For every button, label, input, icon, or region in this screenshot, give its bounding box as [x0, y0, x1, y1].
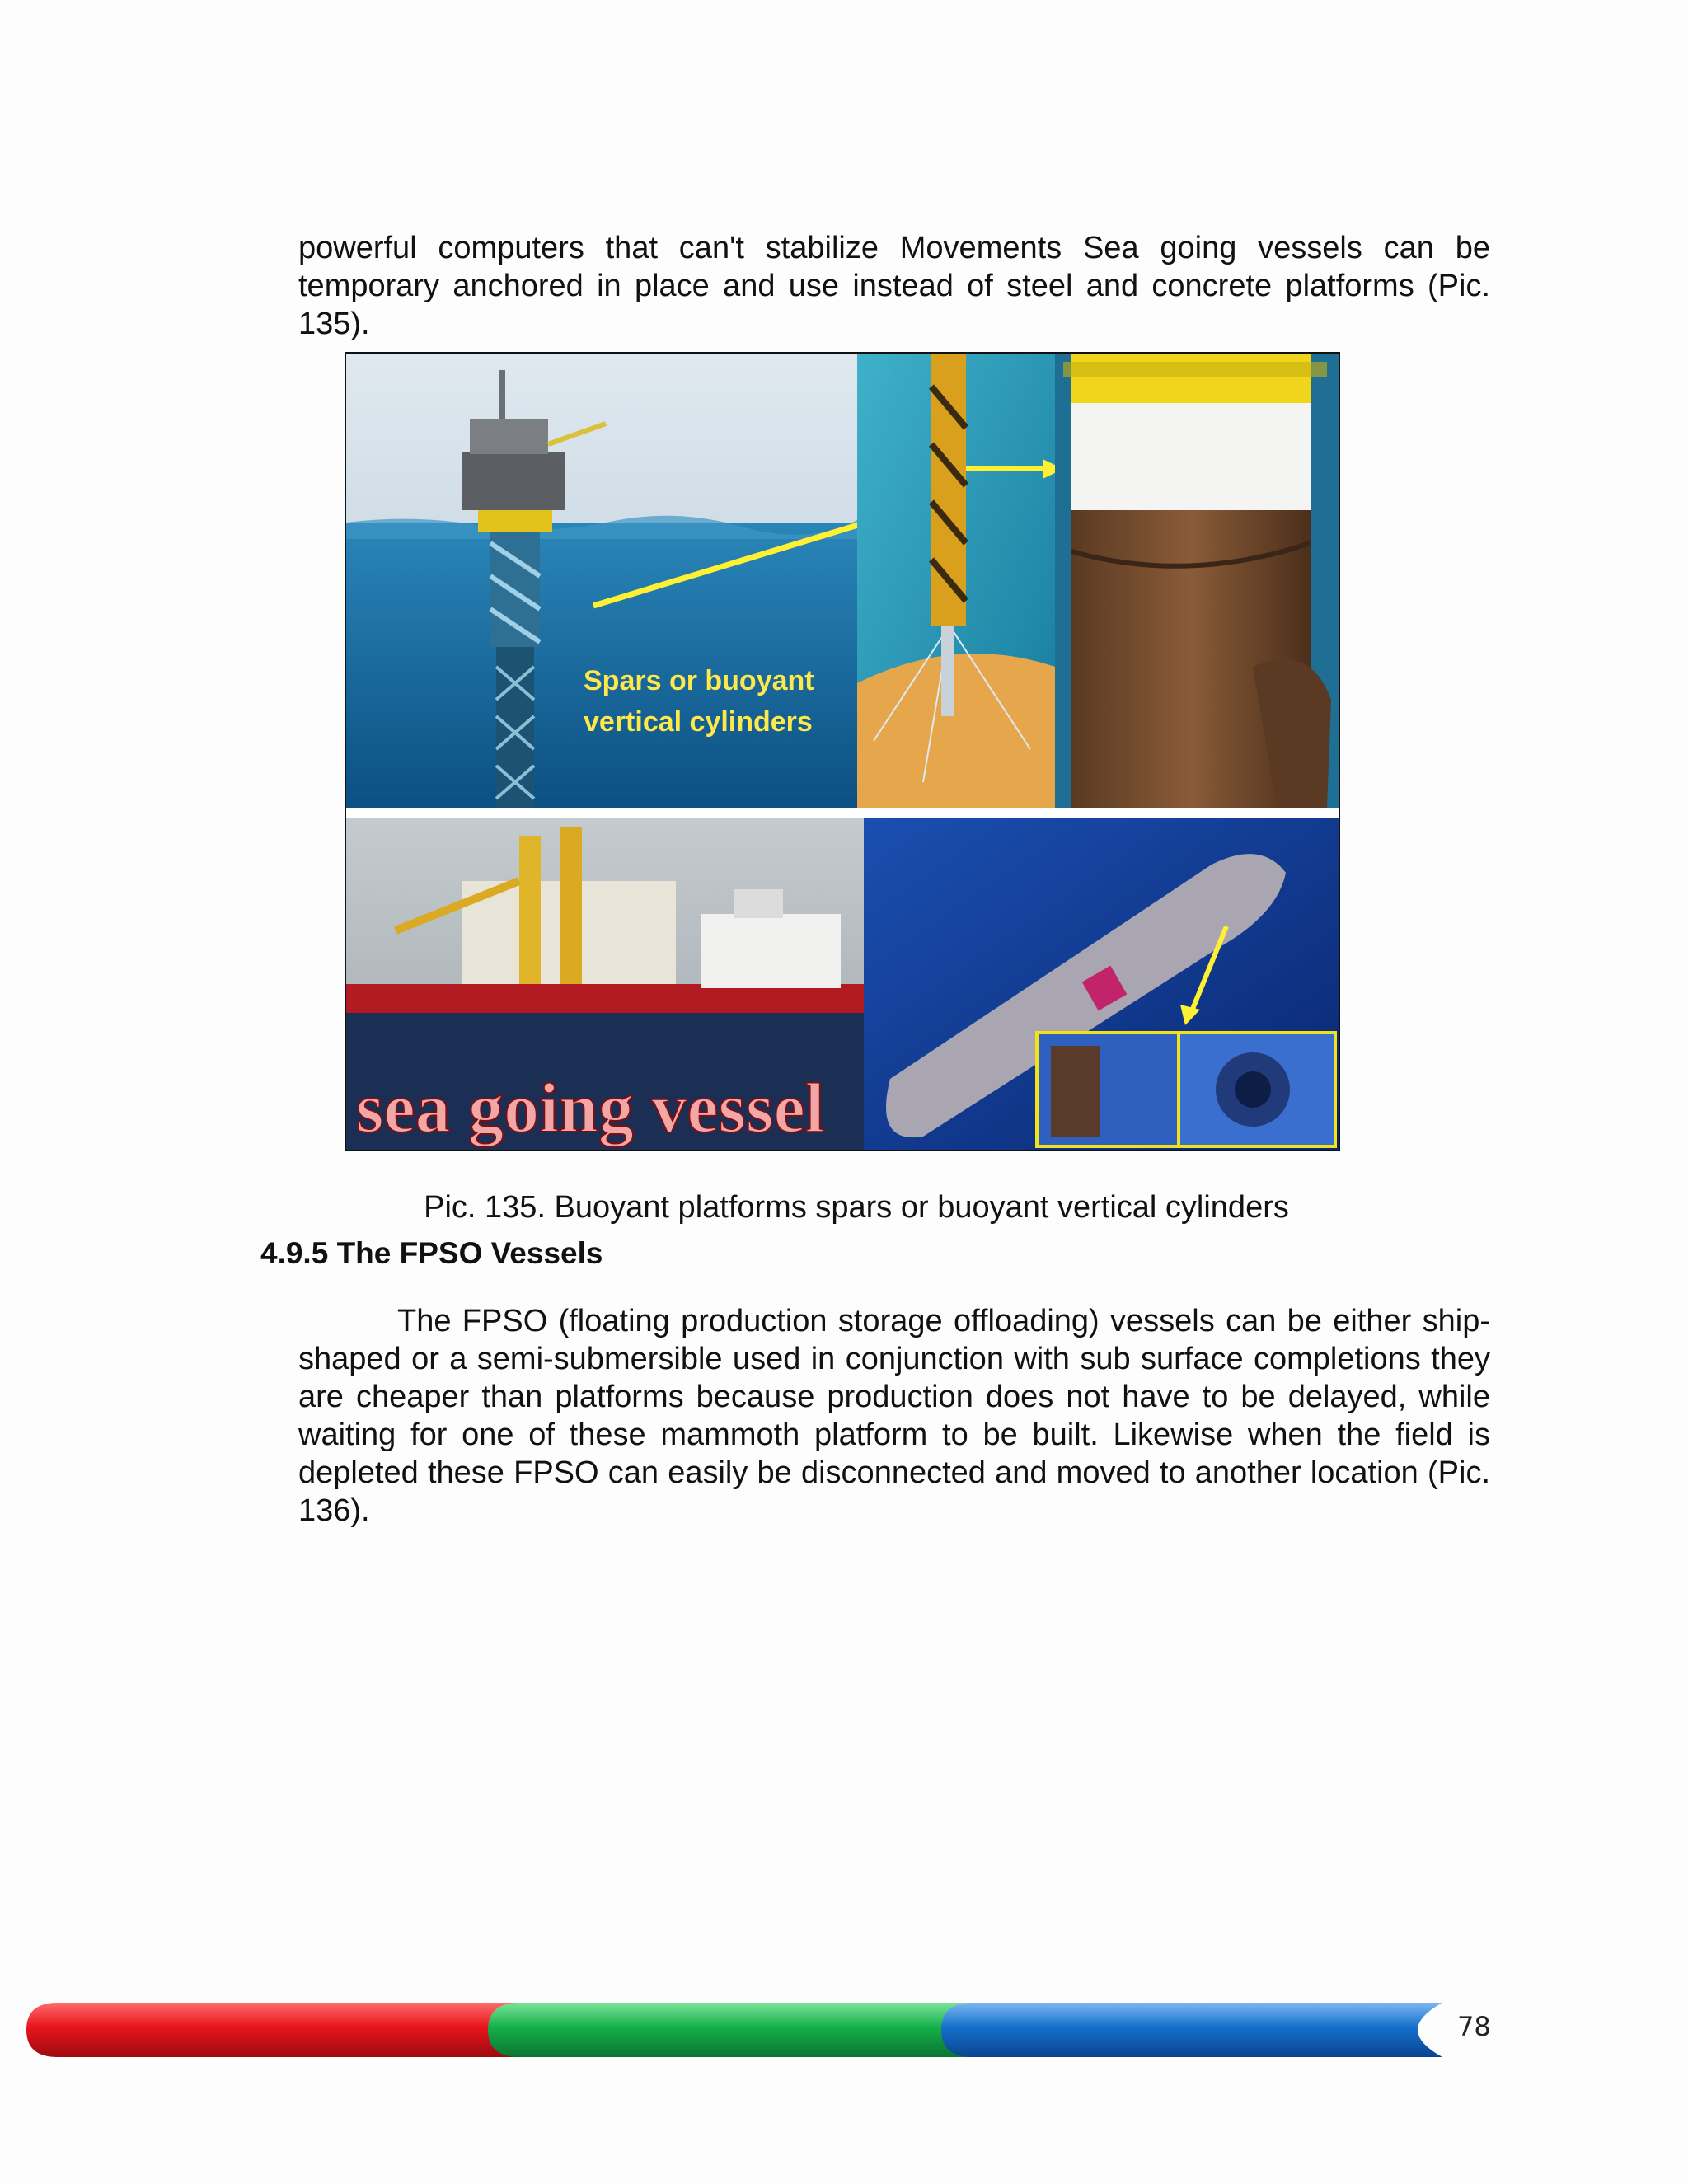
figure-caption: Pic. 135. Buoyant platforms spars or buoyant vertical cylinders	[424, 1190, 1289, 1225]
footer-decoration	[25, 1993, 1442, 2071]
intro-paragraph: powerful computers that can't stabilize Movements Sea going vessels can be temporary anchored in place and use instead of steel and concrete platforms (Pic. 135).	[298, 231, 1490, 341]
page-number: 78	[1457, 2011, 1491, 2042]
fpso-underwater-image	[864, 818, 1339, 1150]
figure-pic-135	[345, 352, 1340, 1151]
vessel-label: sea going vessel	[356, 1068, 825, 1147]
footer-pill-blue	[941, 2003, 1442, 2057]
footer-pill-red	[26, 2003, 536, 2057]
spar-label-line2: vertical cylinders	[584, 706, 813, 738]
section-heading: 4.9.5 The FPSO Vessels	[260, 1236, 603, 1270]
spar-mooring-diagram	[857, 354, 1063, 808]
section-paragraph: The FPSO (floating production storage offloading) vessels can be either ship-shaped or a semi-submersible used in conjunction with sub surface completions they are cheaper than platforms because production does not have to be delayed, while waiting for one of these mammoth platform to be built. Likewise when the field is depleted these FPSO can easily be disconnected and moved to another location (Pic. 136).	[298, 1304, 1490, 1528]
footer-pill-green	[488, 2003, 989, 2057]
sea-going-vessel-image	[346, 818, 864, 1150]
spar-platform-image	[346, 354, 915, 808]
spar-label-line1: Spars or buoyant	[584, 665, 814, 696]
spar-hull-closeup	[1055, 354, 1339, 808]
